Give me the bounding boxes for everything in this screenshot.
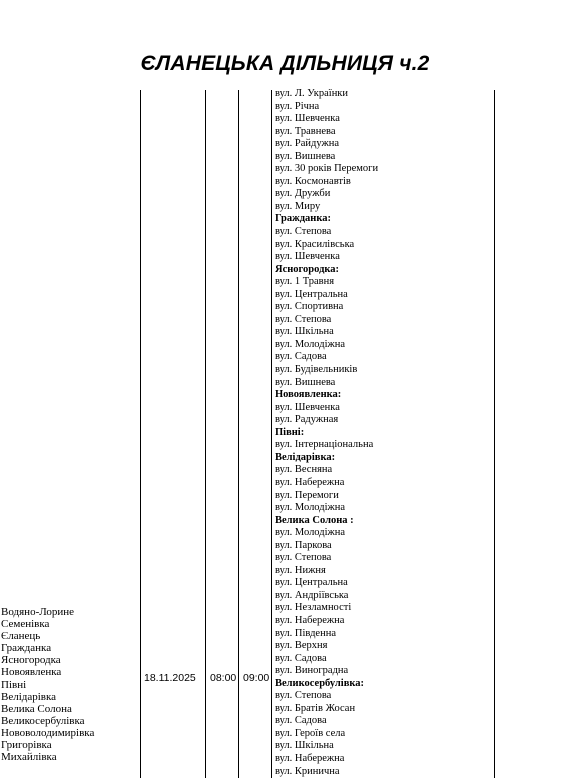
street-item: вул. Спортивна [275,301,344,313]
street-item: вул. Дружби [275,188,331,200]
settlement-item: Великосербулівка [1,714,85,727]
street-item: вул. Річна [275,100,320,112]
settlement-item: Єланець [1,630,41,643]
street-item: вул. Вишнева [275,150,336,162]
street-item: вул. Паркова [275,539,332,551]
street-item: вул. Космонавтів [275,175,351,187]
street-item: вул. Красилівська [275,238,355,250]
street-item: вул. Шкільна [275,740,334,752]
settlement-item: Велика Солона [1,702,72,715]
street-item: вул. 1 Травня [275,276,335,288]
street-item: вул. Степова [275,552,332,564]
street-item: вул. Молодіжна [275,338,346,350]
date-cell: 18.11.2025 [144,672,196,684]
street-item: вул. Верхня [275,640,328,652]
street-item: вул. Миру [275,200,321,212]
settlement-item: Півні [1,678,27,691]
street-item: вул. Садова [275,652,327,664]
street-item: вул. Травнева [275,125,336,137]
street-item: вул. Весняна [275,464,333,476]
time-start-cell: 08:00 [210,672,237,684]
street-item: вул. Райдужна [275,138,339,150]
street-item: вул. Шевченка [275,113,340,125]
settlements-cell [1,606,139,763]
street-item: вул. Степова [275,690,332,702]
street-item: вул. Шкільна [275,326,334,338]
settlement-item: Семенівка [1,618,50,631]
settlement-heading: Півні: [275,426,305,438]
street-item: вул. Андріївська [275,589,349,601]
street-item: вул. Шевченка [275,251,340,263]
street-item: вул. Молодіжна [275,527,346,539]
street-item: вул. Л. Українки [275,88,349,99]
settlement-item: Велідарівка [1,690,57,703]
street-item: вул. Молодіжна [275,502,346,514]
street-item: вул. Незламності [275,602,352,614]
street-item: вул. Радужная [275,414,339,426]
street-item: вул. 30 років Перемоги [275,163,379,175]
street-item: вул. Набережна [275,476,345,488]
time-end-cell: 09:00 [243,672,270,684]
settlement-heading: Велідарівка: [275,451,336,463]
column-divider [140,90,141,778]
settlement-item: Водяно-Лорине [1,606,75,618]
settlement-item: Ясногородка [1,654,61,667]
street-item: вул. Нижня [275,564,326,576]
street-item: вул. Центральна [275,577,348,589]
column-divider [205,90,206,778]
street-item: вул. Вишнева [275,376,336,388]
street-item: вул. Садова [275,715,327,727]
column-divider [494,90,495,778]
street-item: вул. Набережна [275,752,345,764]
street-item: вул. Центральна [275,288,348,300]
settlement-item: Гражданка [1,642,52,655]
settlement-heading: Гражданка: [275,213,331,225]
settlement-heading: Ясногородка: [275,263,340,275]
settlement-item: Михайлівка [1,751,57,764]
street-item: вул. Шевченка [275,401,340,413]
street-item: вул. Степова [275,313,332,325]
street-item: вул. Героїв села [275,727,346,739]
street-item: вул. Степова [275,226,332,238]
settlement-item: Григорівка [1,739,52,752]
street-item: вул. Інтернаціональна [275,439,374,451]
streets-cell [275,88,490,778]
settlement-heading: Новоявленка: [275,389,342,401]
street-item: вул. Будівельників [275,364,358,376]
settlement-heading: Велика Солона : [275,514,354,526]
street-item: вул. Виноградна [275,665,349,677]
settlement-heading: Великосербулівка: [275,677,365,689]
street-item: вул. Братів Жосан [275,702,356,714]
column-divider [238,90,239,778]
street-item: вул. Південна [275,627,336,639]
street-item: вул. Перемоги [275,489,339,501]
street-item: вул. Садова [275,351,327,363]
settlement-item: Нововолодимирівка [1,726,95,739]
settlement-item: Новоявленка [1,666,62,679]
street-item: вул. Набережна [275,614,345,626]
street-item: вул. Кринична [275,765,340,777]
column-divider [271,90,272,778]
page-title: ЄЛАНЕЦЬКА ДІЛЬНИЦЯ ч.2 [140,52,430,75]
